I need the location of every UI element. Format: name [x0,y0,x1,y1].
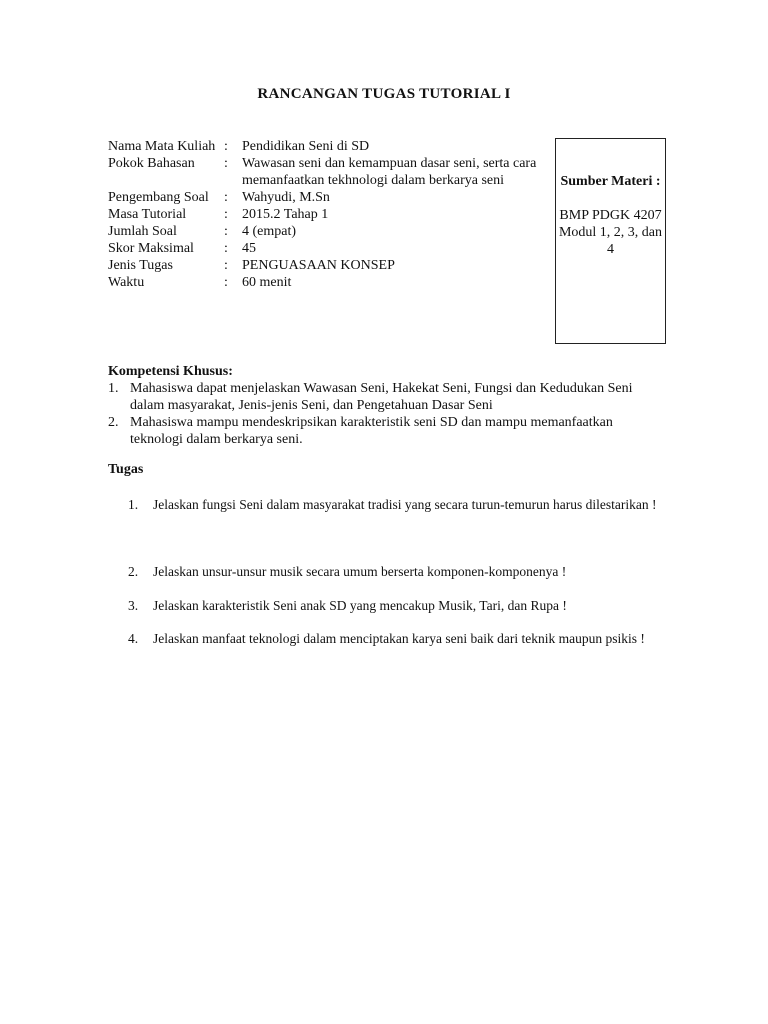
info-separator: : [224,224,228,239]
info-value: Pendidikan Seni di SD [242,139,370,154]
source-heading: Sumber Materi : [560,174,661,189]
info-value: Wahyudi, M.Sn [242,190,330,205]
task-text: Jelaskan manfaat teknologi dalam menciptakan karya seni baik dari teknik maupun psikis ! [153,631,645,646]
task-item [128,622,668,655]
info-separator: : [224,207,228,222]
info-label: Nama Mata Kuliah [108,139,216,154]
info-row-time [108,274,538,291]
info-row-topic [108,155,538,189]
competency-item [108,414,668,448]
task-number: 1. [128,497,139,512]
info-label: Jenis Tugas [108,258,173,273]
task-text: Jelaskan karakteristik Seni anak SD yang mencakup Musik, Tari, dan Rupa ! [153,598,567,613]
task-number: 4. [128,631,139,646]
document-title: RANCANGAN TUGAS TUTORIAL I [257,86,511,102]
info-row-developer [108,189,538,206]
info-row-task-type [108,257,538,274]
info-value: 60 menit [242,275,292,290]
competency-number: 2. [108,415,119,430]
competency-number: 1. [108,381,119,396]
info-row-course [108,138,538,155]
competency-item [108,380,668,414]
task-number: 3. [128,598,139,613]
competency-text: Mahasiswa mampu mendeskripsikan karakteristik seni SD dan mampu memanfaatkan teknologi dalam berkarya seni. [130,415,613,447]
info-row-period [108,206,538,223]
info-label: Waktu [108,275,145,290]
info-label: Jumlah Soal [108,224,177,239]
task-item [128,589,668,622]
competency-section [108,363,668,448]
info-separator: : [224,241,228,256]
competency-text: Mahasiswa dapat menjelaskan Wawasan Seni, Hakekat Seni, Fungsi dan Kedudukan Seni dalam masyarakat, Jenis-jenis Seni, dan Pengetahuan Dasar Seni [130,381,633,413]
info-separator: : [224,190,228,205]
task-text: Jelaskan unsur-unsur musik secara umum berserta komponen-komponenya ! [153,564,567,579]
info-label: Skor Maksimal [108,241,194,256]
info-label: Masa Tutorial [108,207,187,222]
info-value: 2015.2 Tahap 1 [242,207,329,222]
competency-heading: Kompetensi Khusus: [108,364,233,379]
info-separator: : [224,156,228,171]
task-text: Jelaskan fungsi Seni dalam masyarakat tradisi yang secara turun-temurun harus dilestarikan ! [153,497,657,512]
info-value: 4 (empat) [242,224,297,239]
info-separator: : [224,258,228,273]
course-info [108,138,538,291]
info-value: Wawasan seni dan kemampuan dasar seni, serta cara memanfaatkan tekhnologi dalam berkarya seni [242,156,537,188]
info-separator: : [224,139,228,154]
source-content: BMP PDGK 4207 Modul 1, 2, 3, dan 4 [558,208,663,257]
info-label: Pokok Bahasan [108,156,195,171]
info-value: 45 [242,241,256,256]
info-label: Pengembang Soal [108,190,209,205]
task-number: 2. [128,564,139,579]
info-value: PENGUASAAN KONSEP [242,258,395,273]
source-material-box [555,138,666,344]
info-row-max-score [108,240,538,257]
tasks-heading: Tugas [108,462,144,477]
task-item [128,488,668,521]
info-row-question-count [108,223,538,240]
task-item [128,555,668,588]
info-separator: : [224,275,228,290]
